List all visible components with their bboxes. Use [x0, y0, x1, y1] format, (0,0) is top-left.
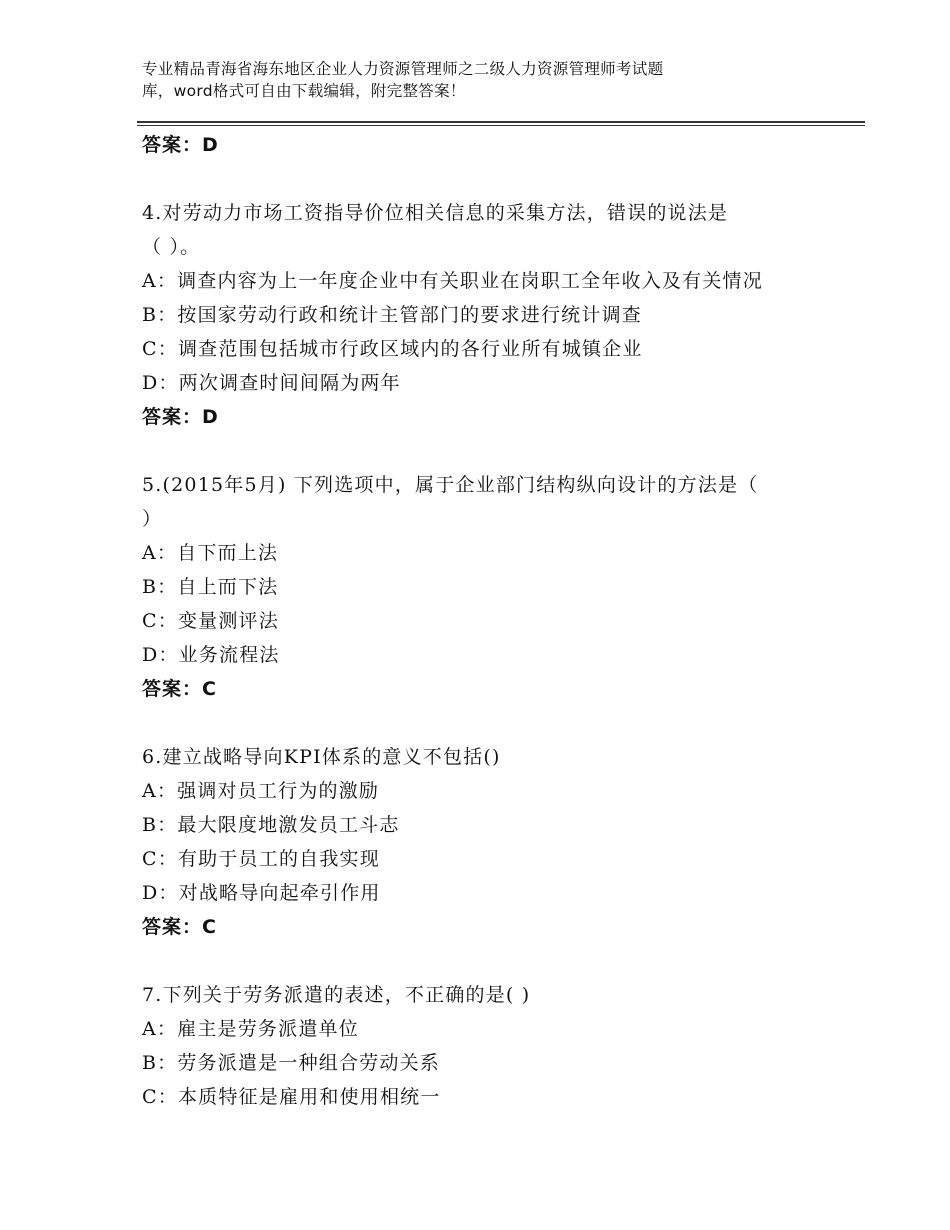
answer-line: 答案：C: [142, 678, 217, 700]
option-b: B：自上而下法: [142, 576, 279, 598]
option-d: D：对战略导向起牵引作用: [142, 882, 381, 904]
question-stem-cont: ）: [142, 508, 163, 530]
question-stem-cont: （ ）。: [142, 236, 201, 258]
question-stem: 5.(2015年5月) 下列选项中，属于企业部门结构纵向设计的方法是（: [142, 474, 759, 496]
question-block: [142, 468, 842, 706]
header-line-1: 专业精品青海省海东地区企业人力资源管理师之二级人力资源管理师考试题: [142, 60, 664, 78]
question-stem: 7.下列关于劳务派遣的表述，不正确的是( ): [142, 984, 531, 1006]
answer-line: 答案：D: [142, 134, 219, 156]
question-block: [142, 740, 842, 944]
option-a: A：雇主是劳务派遣单位: [142, 1018, 359, 1040]
option-b: B：按国家劳动行政和统计主管部门的要求进行统计调查: [142, 304, 642, 326]
spacer: [142, 944, 842, 978]
option-b: B：最大限度地激发员工斗志: [142, 814, 400, 836]
spacer: [142, 706, 842, 740]
option-a: A：调查内容为上一年度企业中有关职业在岗职工全年收入及有关情况: [142, 270, 763, 292]
answer-line: 答案：D: [142, 406, 219, 428]
question-stem: 6.建立战略导向KPI体系的意义不包括(): [142, 746, 501, 768]
option-c: C：本质特征是雇用和使用相统一: [142, 1086, 441, 1108]
option-c: C：有助于员工的自我实现: [142, 848, 380, 870]
option-d: D：两次调查时间间隔为两年: [142, 372, 401, 394]
option-b: B：劳务派遣是一种组合劳动关系: [142, 1052, 440, 1074]
option-a: A：强调对员工行为的激励: [142, 780, 380, 802]
option-c: C：调查范围包括城市行政区域内的各行业所有城镇企业: [142, 338, 643, 360]
question-stem: 4.对劳动力市场工资指导价位相关信息的采集方法，错误的说法是: [142, 202, 729, 224]
option-a: A：自下而上法: [142, 542, 279, 564]
question-block: [142, 196, 842, 434]
question-block: [142, 978, 842, 1114]
option-c: C：变量测评法: [142, 610, 279, 632]
answer-line: 答案：C: [142, 916, 217, 938]
header-rule-thick: [137, 121, 865, 123]
option-d: D：业务流程法: [142, 644, 280, 666]
spacer: [142, 162, 842, 196]
document-body: [142, 128, 842, 1114]
page-header: [142, 58, 782, 102]
header-line-2: 库，word格式可自由下载编辑，附完整答案！: [142, 82, 466, 100]
header-rule-thin: [137, 125, 865, 126]
spacer: [142, 434, 842, 468]
